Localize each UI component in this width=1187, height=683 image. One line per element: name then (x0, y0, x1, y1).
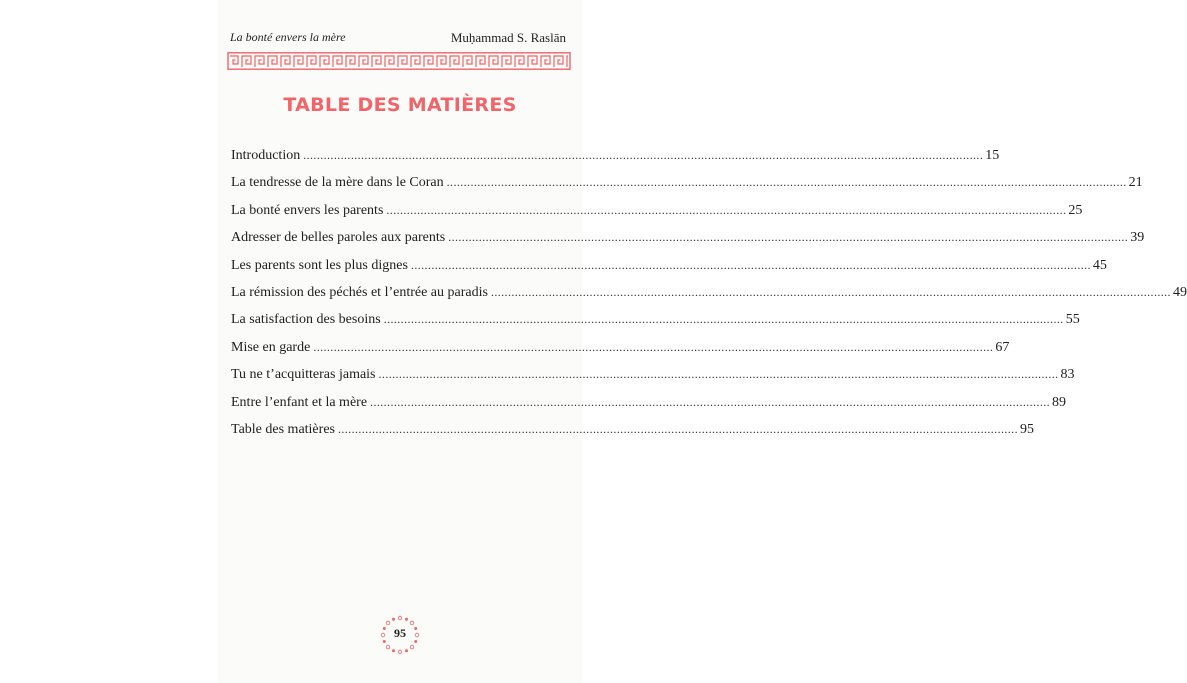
toc-entry-label: Adresser de belles paroles aux parents (231, 230, 446, 246)
toc-entry (231, 394, 1067, 422)
ornament-dot (405, 650, 407, 652)
ornament-dot (410, 621, 414, 625)
toc-entry (231, 367, 1075, 394)
toc-entry-label: La tendresse de la mère dans le Coran (231, 175, 444, 191)
toc-leader-dots: ........................................................................................................................................................................................................ (386, 202, 1067, 217)
toc-leader-dots: ........................................................................................................................................................................................................ (490, 284, 1171, 299)
toc-entry (231, 230, 1145, 257)
toc-leader-dots: ........................................................................................................................................................................................................ (337, 421, 1018, 436)
toc-leader-dots: ........................................................................................................................................................................................................ (446, 175, 1127, 190)
toc-entry-page: 15 (985, 148, 1000, 163)
toc-entry-page: 49 (1172, 284, 1187, 300)
toc-entry-page: 39 (1130, 230, 1145, 246)
running-header-title: La bonté envers la mère (230, 30, 346, 44)
toc-entry (231, 202, 1083, 230)
toc-leader-dots: ........................................................................................................................................................................................................ (378, 367, 1059, 382)
toc-leader-dots: ........................................................................................................................................................................................................ (383, 312, 1064, 327)
ornament-dot (386, 621, 390, 625)
toc-leader-dots: ........................................................................................................................................................................................................ (370, 394, 1051, 409)
toc-leader-dots: ........................................................................................................................................................................................................ (410, 257, 1091, 272)
running-header-author: Muḥammad S. Raslān (450, 30, 566, 45)
ornament-dot (398, 650, 402, 654)
toc-entry (231, 339, 1010, 367)
toc-entry-page: 21 (1128, 175, 1143, 191)
toc-entry-label: La satisfaction des besoins (231, 312, 381, 328)
greek-key-border (228, 52, 570, 70)
toc-entry-label: Table des matières (231, 421, 335, 437)
toc-entry (231, 284, 1187, 312)
toc-entry-page: 89 (1052, 394, 1067, 410)
toc-entry (231, 257, 1107, 285)
toc-leader-dots: ........................................................................................................................................................................................................ (313, 339, 994, 354)
toc-entry (231, 175, 1143, 202)
toc-entry-page: 67 (995, 339, 1010, 355)
ornament-dot (392, 618, 394, 620)
toc-entry-label: La rémission des péchés et l’entrée au paradis (231, 284, 488, 300)
toc-entry (231, 421, 1034, 449)
toc-entry-page: 45 (1092, 257, 1107, 273)
page-number: 95 (394, 626, 406, 640)
toc-entry-page: 25 (1068, 202, 1083, 218)
toc-entry-label: Tu ne t’acquitteras jamais (231, 367, 376, 383)
ornament-dot (398, 616, 402, 620)
toc-entry-label: Les parents sont les plus dignes (231, 257, 408, 273)
toc-entry-label: Introduction (231, 148, 301, 163)
ornament-dot (405, 618, 407, 620)
toc-entry (231, 312, 1080, 339)
toc-entry (231, 148, 1000, 175)
toc-list (231, 148, 1187, 449)
toc-leader-dots: ........................................................................................................................................................................................................ (448, 230, 1129, 245)
book-page (218, 0, 1187, 683)
ornament-dot (386, 645, 390, 649)
toc-title: TABLE DES MATIÈRES (283, 94, 517, 116)
ornament-dot (410, 645, 414, 649)
ornament-dot (392, 650, 394, 652)
toc-entry-label: La bonté envers les parents (231, 202, 384, 218)
toc-entry-page: 55 (1065, 312, 1080, 328)
toc-entry-page: 95 (1019, 421, 1034, 437)
toc-entry-page: 83 (1060, 367, 1075, 383)
toc-leader-dots: ........................................................................................................................................................................................................ (303, 148, 984, 162)
toc-entry-label: Entre l’enfant et la mère (231, 394, 368, 410)
toc-entry-label: Mise en garde (231, 339, 311, 355)
